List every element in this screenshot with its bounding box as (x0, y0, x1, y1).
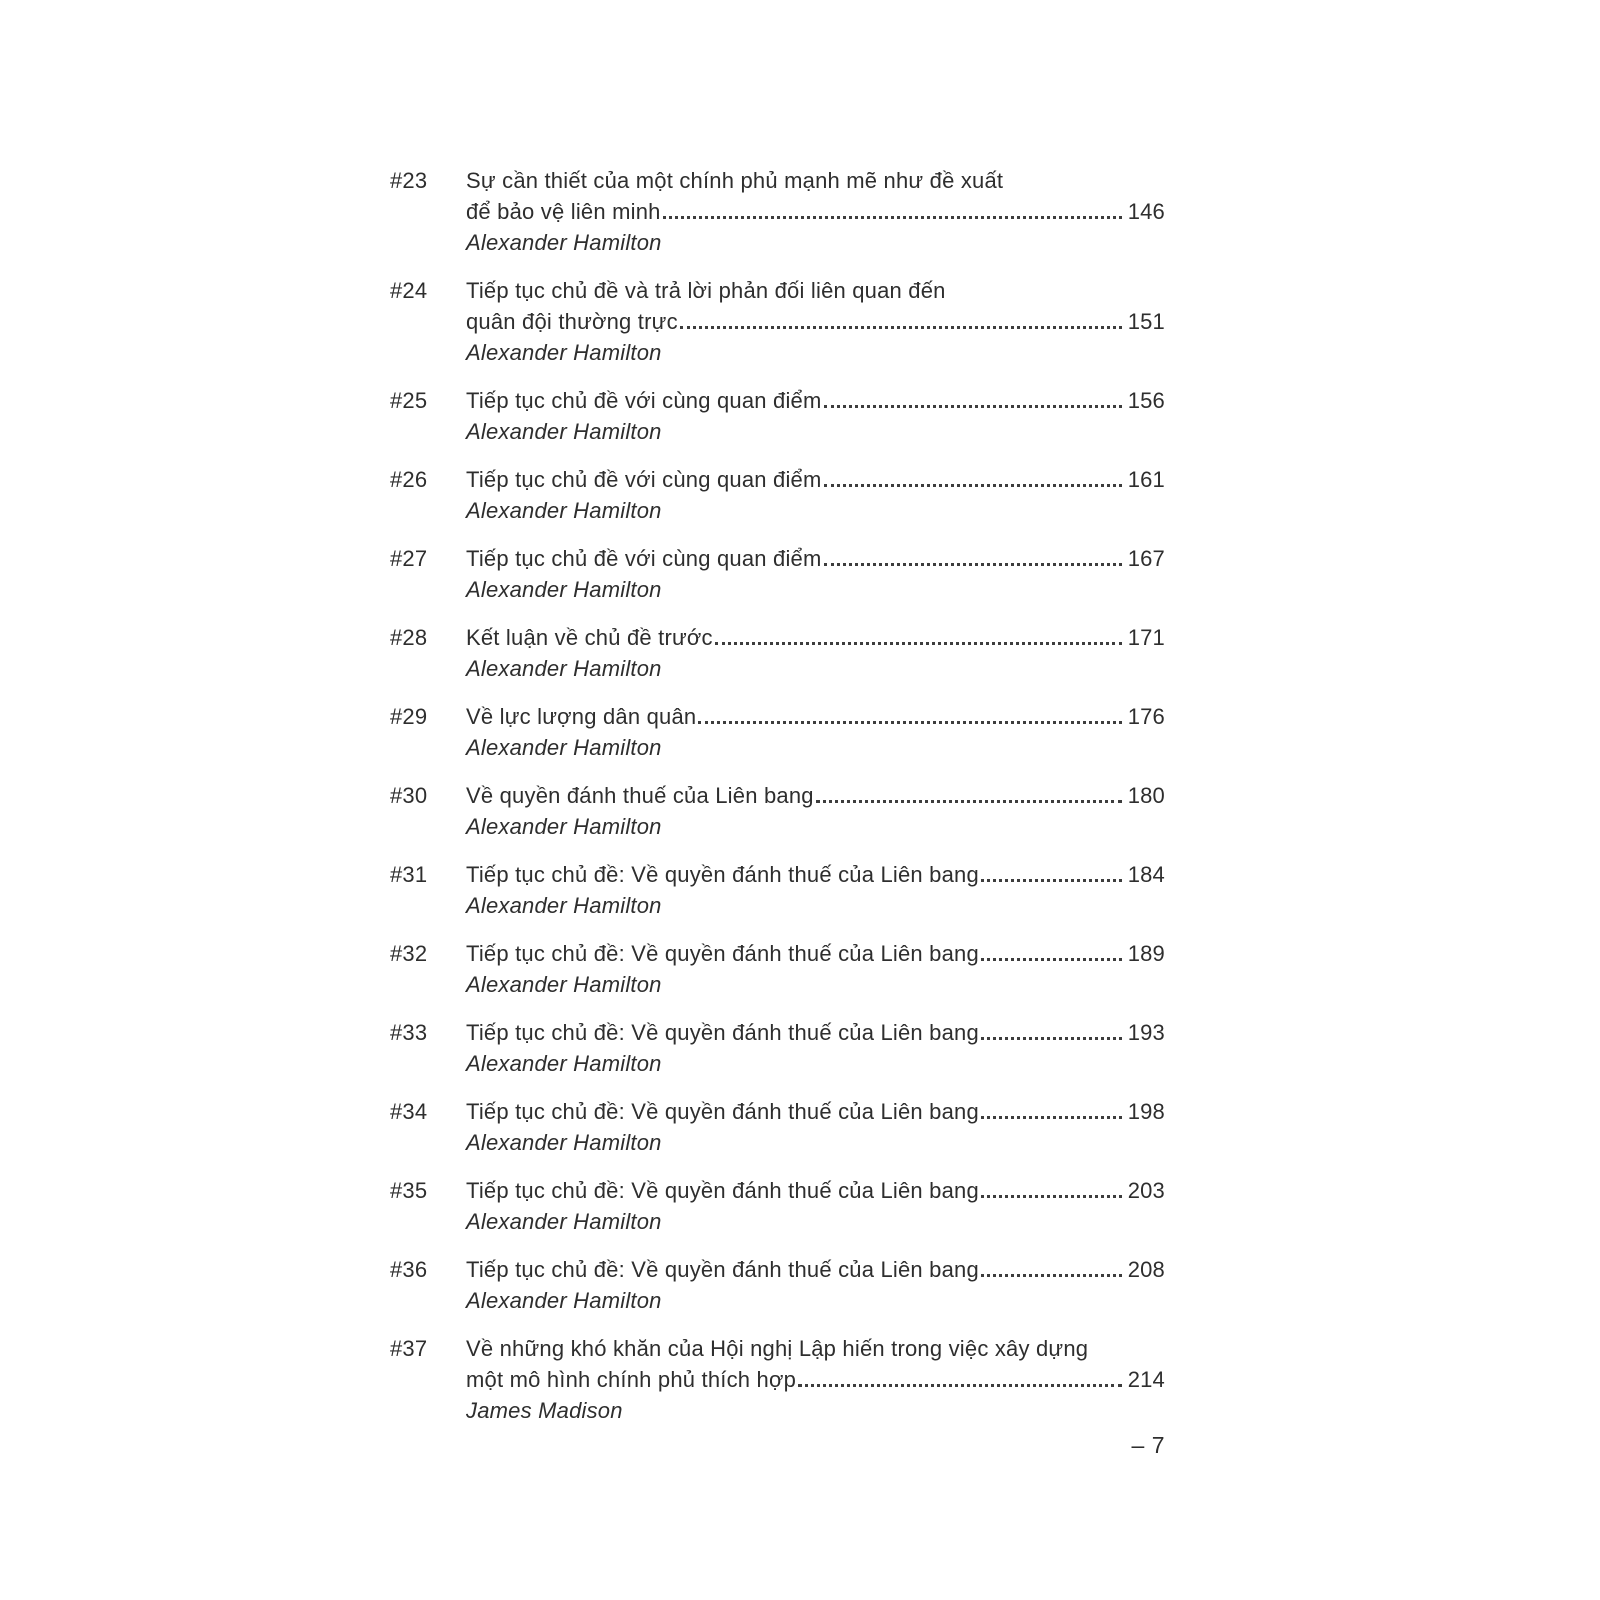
toc-entry-body (466, 1333, 1165, 1426)
toc-entry-body (466, 1175, 1165, 1237)
leader-dots (798, 1378, 1122, 1387)
toc-entry-number: #28 (390, 625, 428, 650)
toc-entry-title-last: Tiếp tục chủ đề với cùng quan điểm (466, 388, 822, 413)
toc-entry (390, 543, 1165, 605)
toc-entry-leader (466, 306, 1165, 337)
toc-entry-leader (466, 1017, 1165, 1048)
toc-entry-number: #33 (390, 1020, 428, 1045)
page-footer (390, 1432, 1165, 1459)
toc-entry-author: Alexander Hamilton (466, 340, 662, 365)
toc-entry-number: #23 (390, 168, 428, 193)
toc-entry-title-last: quân đội thường trực (466, 309, 678, 334)
toc-entry-body (466, 780, 1165, 842)
toc-entry-author: Alexander Hamilton (466, 1130, 662, 1155)
toc-entry-number: #27 (390, 546, 428, 571)
toc-entry-author: Alexander Hamilton (466, 577, 662, 602)
toc-entry-page: 214 (1127, 1367, 1165, 1392)
toc-entry-page: 146 (1127, 199, 1165, 224)
leader-dots (824, 478, 1122, 487)
leader-dots (981, 873, 1122, 882)
toc-entry-number: #35 (390, 1178, 428, 1203)
toc-entry-number: #30 (390, 783, 428, 808)
toc-entry-body (466, 1254, 1165, 1316)
toc-entry-title-last: Tiếp tục chủ đề: Về quyền đánh thuế của Liên bang (466, 862, 979, 887)
toc-entry-author: Alexander Hamilton (466, 498, 662, 523)
toc-entry-body (466, 859, 1165, 921)
toc-entry-body (466, 165, 1165, 258)
toc-entry-leader (466, 780, 1165, 811)
toc-entry-author: Alexander Hamilton (466, 1209, 662, 1234)
toc-entry (390, 938, 1165, 1000)
toc-entry-number: #26 (390, 467, 428, 492)
toc-entry-page: 193 (1127, 1020, 1165, 1045)
toc-entry-page: 203 (1127, 1178, 1165, 1203)
toc-entry-leader (466, 385, 1165, 416)
toc-entry-title-last: để bảo vệ liên minh (466, 199, 661, 224)
toc-entry (390, 622, 1165, 684)
toc-entry-page: 208 (1127, 1257, 1165, 1282)
leader-dots (981, 952, 1122, 961)
leader-dots (981, 1268, 1122, 1277)
toc-entry-page: 176 (1127, 704, 1165, 729)
leader-dots (816, 794, 1122, 803)
toc-entry-leader (466, 543, 1165, 574)
toc-entry-number: #29 (390, 704, 428, 729)
toc-entry (390, 275, 1165, 368)
toc-entry (390, 701, 1165, 763)
toc-entry (390, 165, 1165, 258)
toc-entry-leader (466, 464, 1165, 495)
leader-dots (715, 636, 1122, 645)
toc-entry-page: 171 (1127, 625, 1165, 650)
toc-entry-body (466, 275, 1165, 368)
toc-entry-page: 167 (1127, 546, 1165, 571)
toc-entry-title-last: Kết luận về chủ đề trước (466, 625, 713, 650)
toc-entry-body (466, 1017, 1165, 1079)
toc-entry-author: Alexander Hamilton (466, 893, 662, 918)
toc-entry (390, 1254, 1165, 1316)
toc-entry (390, 1175, 1165, 1237)
toc-entry-leader (466, 622, 1165, 653)
toc-entry-body (466, 385, 1165, 447)
toc-entry-title-last: Tiếp tục chủ đề: Về quyền đánh thuế của Liên bang (466, 1099, 979, 1124)
toc-entry-number: #37 (390, 1336, 428, 1361)
toc-entry (390, 780, 1165, 842)
toc-entry-leader (466, 859, 1165, 890)
leader-dots (663, 210, 1122, 219)
toc-entry-leader (466, 1364, 1165, 1395)
toc-entry-leader (466, 701, 1165, 732)
toc-entry-leader (466, 938, 1165, 969)
toc-entry-page: 151 (1127, 309, 1165, 334)
toc-entry-leader (466, 1096, 1165, 1127)
toc-entry (390, 859, 1165, 921)
toc-entry-body (466, 938, 1165, 1000)
toc-entry-title-last: Tiếp tục chủ đề với cùng quan điểm (466, 546, 822, 571)
toc-entry-title-last: Tiếp tục chủ đề: Về quyền đánh thuế của Liên bang (466, 1178, 979, 1203)
leader-dots (698, 715, 1121, 724)
toc-entry-title-last: Tiếp tục chủ đề: Về quyền đánh thuế của Liên bang (466, 1257, 979, 1282)
toc-entry-page: 180 (1127, 783, 1165, 808)
toc-entry-title-line: Sự cần thiết của một chính phủ mạnh mẽ như đề xuất (466, 168, 1004, 193)
toc-entry-author: Alexander Hamilton (466, 656, 662, 681)
toc-entry-number: #36 (390, 1257, 428, 1282)
toc-entry-body (466, 543, 1165, 605)
toc-entry-leader (466, 196, 1165, 227)
toc-entry (390, 1333, 1165, 1426)
toc-entry-body (466, 1096, 1165, 1158)
toc-entry (390, 385, 1165, 447)
toc-entry-author: Alexander Hamilton (466, 230, 662, 255)
toc-entry-title-last: một mô hình chính phủ thích hợp (466, 1367, 797, 1392)
toc-entry-author: Alexander Hamilton (466, 972, 662, 997)
toc-entry-number: #31 (390, 862, 428, 887)
toc-entry-number: #24 (390, 278, 428, 303)
toc-entry-page: 198 (1127, 1099, 1165, 1124)
toc-entry-title-last: Tiếp tục chủ đề: Về quyền đánh thuế của Liên bang (466, 941, 979, 966)
toc-entry-title-line: Tiếp tục chủ đề và trả lời phản đối liên quan đến (466, 278, 946, 303)
toc-entry (390, 1096, 1165, 1158)
toc-entry-leader (466, 1254, 1165, 1285)
toc-entry-title-last: Về lực lượng dân quân (466, 704, 697, 729)
toc-entry-title-line: Về những khó khăn của Hội nghị Lập hiến trong việc xây dựng (466, 1336, 1089, 1361)
toc-list (390, 165, 1165, 1443)
toc-entry-author: James Madison (466, 1398, 623, 1423)
toc-entry-author: Alexander Hamilton (466, 1288, 662, 1313)
leader-dots (981, 1189, 1122, 1198)
toc-entry-title-last: Tiếp tục chủ đề: Về quyền đánh thuế của Liên bang (466, 1020, 979, 1045)
toc-entry-page: 184 (1127, 862, 1165, 887)
leader-dots (981, 1110, 1122, 1119)
toc-entry-number: #25 (390, 388, 428, 413)
toc-entry-author: Alexander Hamilton (466, 735, 662, 760)
leader-dots (824, 557, 1122, 566)
toc-entry-number: #32 (390, 941, 428, 966)
toc-entry (390, 464, 1165, 526)
toc-entry-body (466, 464, 1165, 526)
toc-entry-author: Alexander Hamilton (466, 1051, 662, 1076)
toc-entry-leader (466, 1175, 1165, 1206)
leader-dots (824, 399, 1122, 408)
leader-dots (981, 1031, 1122, 1040)
toc-entry-page: 161 (1127, 467, 1165, 492)
toc-entry-body (466, 701, 1165, 763)
toc-entry-author: Alexander Hamilton (466, 419, 662, 444)
toc-entry-page: 156 (1127, 388, 1165, 413)
leader-dots (680, 320, 1122, 329)
toc-entry-author: Alexander Hamilton (466, 814, 662, 839)
footer-page-number: – 7 (1131, 1432, 1165, 1458)
toc-entry-body (466, 622, 1165, 684)
toc-entry-number: #34 (390, 1099, 428, 1124)
toc-entry-title-last: Về quyền đánh thuế của Liên bang (466, 783, 814, 808)
toc-entry (390, 1017, 1165, 1079)
toc-entry-title-last: Tiếp tục chủ đề với cùng quan điểm (466, 467, 822, 492)
toc-entry-page: 189 (1127, 941, 1165, 966)
